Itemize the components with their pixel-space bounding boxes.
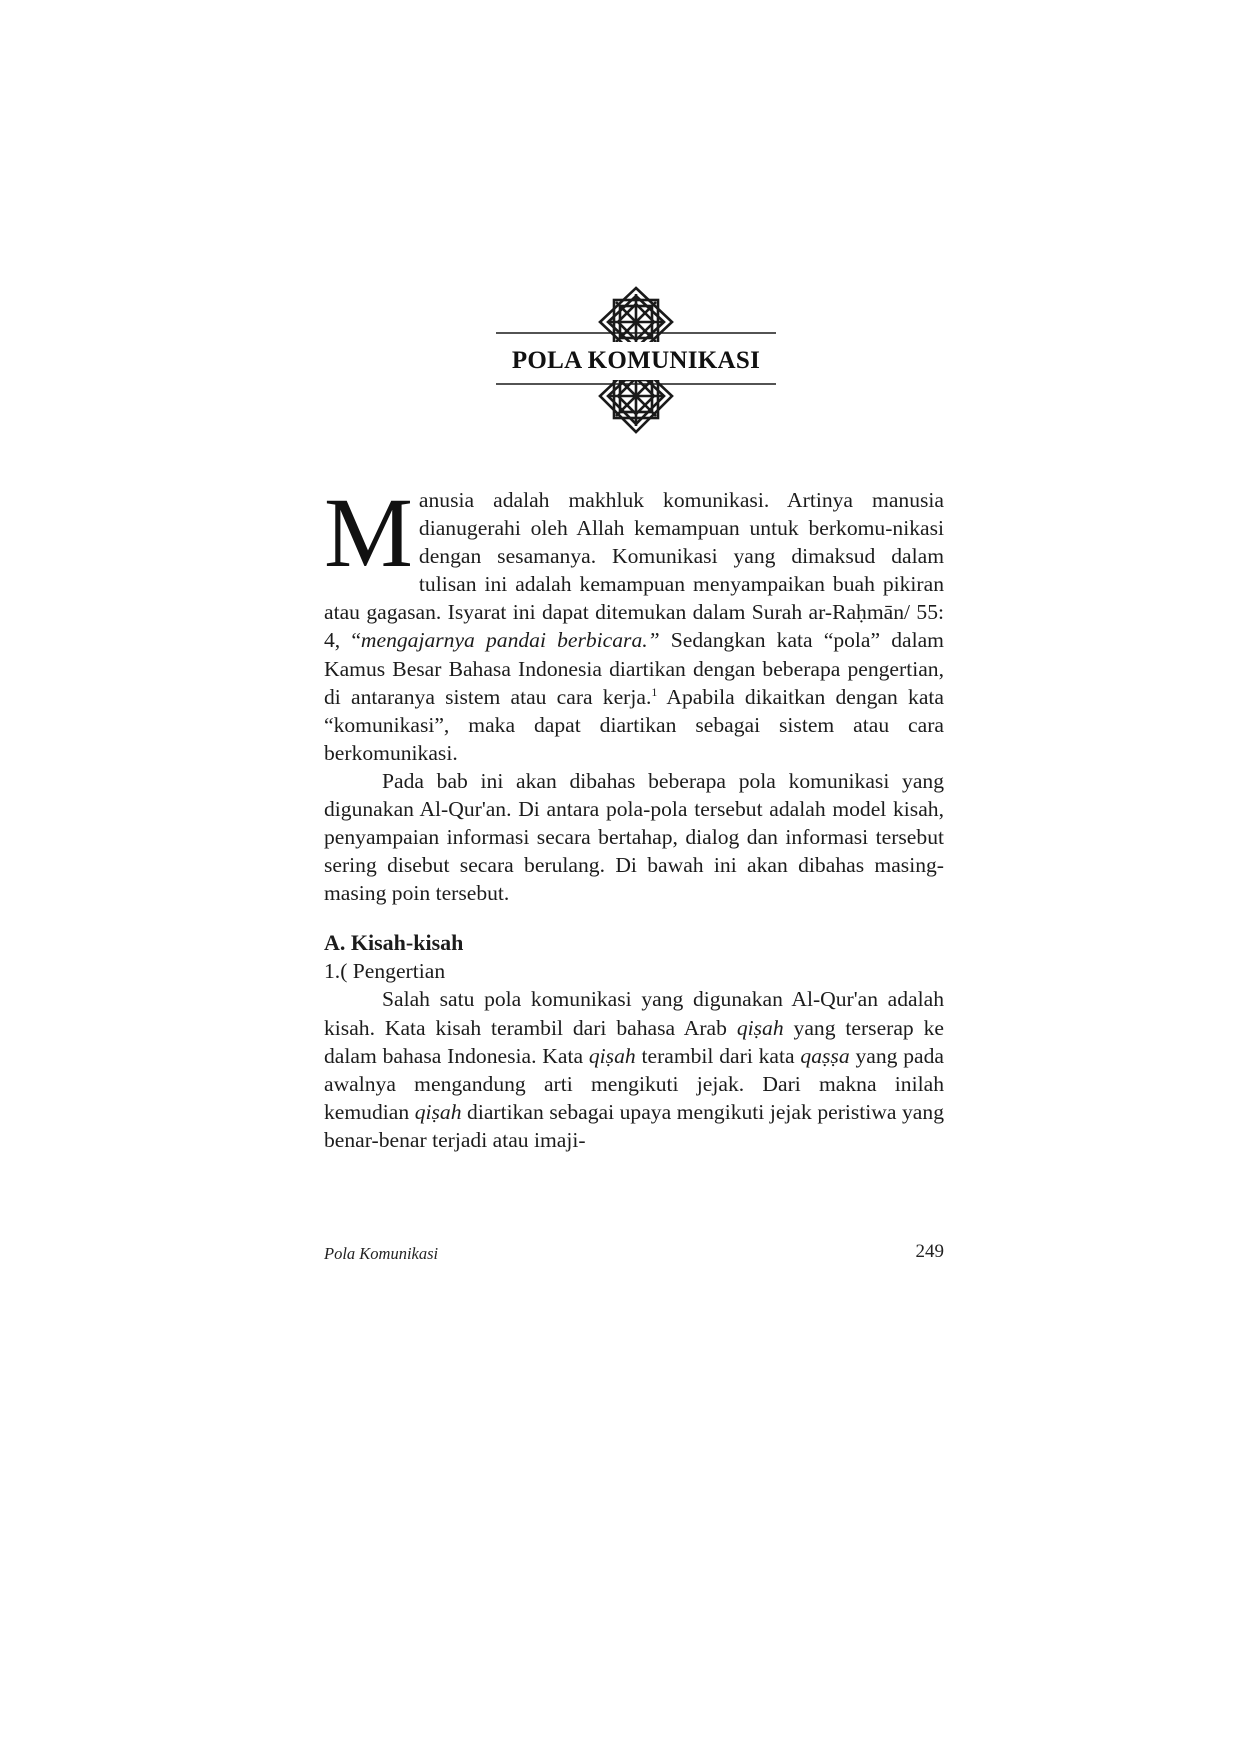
term-qisah-3: qiṣah [414, 1099, 462, 1124]
intro-text-3: Apabila dikaitkan dengan kata “komunikasi”, maka dapat diartikan sebagai sistem atau cara berkomunikasi. [324, 684, 944, 765]
footnote-marker[interactable]: 1 [651, 684, 658, 699]
term-qassa: qaṣṣa [800, 1043, 850, 1068]
intro-paragraph [324, 477, 944, 767]
quran-quote: mengajarnya pandai berbicara.” [360, 628, 660, 653]
p3-text-5: diartikan sebagai upaya mengikuti jejak peristiwa yang benar-benar terjadi atau imaji- [324, 1099, 944, 1152]
paragraph-3 [324, 985, 944, 1154]
page-number: 249 [915, 1241, 944, 1262]
body-text [324, 477, 944, 1154]
p3-text-3: terambil dari kata [635, 1043, 801, 1068]
term-qisah-2: qiṣah [588, 1043, 636, 1068]
intro-text-2: Sedangkan kata “pola” dalam Kamus Besar Bahasa Indonesia diartikan dengan beberapa pengertian, di antaranya sistem atau cara kerja. [324, 628, 944, 709]
p3-text-1: Salah satu pola komunikasi yang digunakan Al-Qur'an adalah kisah. Kata kisah terambil dari bahasa Arab [324, 987, 944, 1040]
p3-text-4: yang pada awalnya mengandung arti mengikuti jejak. Dari makna inilah kemudian [324, 1043, 944, 1124]
intro-text-1: anusia adalah makhluk komunikasi. Artinya manusia dianugerahi oleh Allah kemampuan untuk berkomu-nikasi dengan sesamanya. Komunikasi yang dimaksud dalam tulisan ini adalah kemampuan menyampaikan buah pikiran atau gagasan. Isyarat ini dapat ditemukan dalam Surah ar-Raḥmān/ 55: 4, “ [324, 488, 944, 653]
running-title: Pola Komunikasi [324, 1244, 439, 1263]
paragraph-2: Pada bab ini akan dibahas beberapa pola komunikasi yang digunakan Al-Qur'an. Di antara pola-pola tersebut adalah model kisah, penyampaian informasi secara bertahap, dialog dan informasi tersebut sering disebut secara berulang. Di bawah ini akan dibahas masing-masing poin tersebut. [324, 768, 944, 906]
p3-text-2: yang terserap ke dalam bahasa Indonesia. Kata [324, 1015, 944, 1068]
term-qisah-1: qiṣah [736, 1015, 784, 1040]
chapter-title: POLA KOMUNIKASI [511, 347, 761, 374]
section-heading: A. Kisah-kisah [324, 930, 464, 956]
subheading: 1.( Pengertian [324, 959, 446, 984]
drop-cap: M [324, 477, 413, 588]
